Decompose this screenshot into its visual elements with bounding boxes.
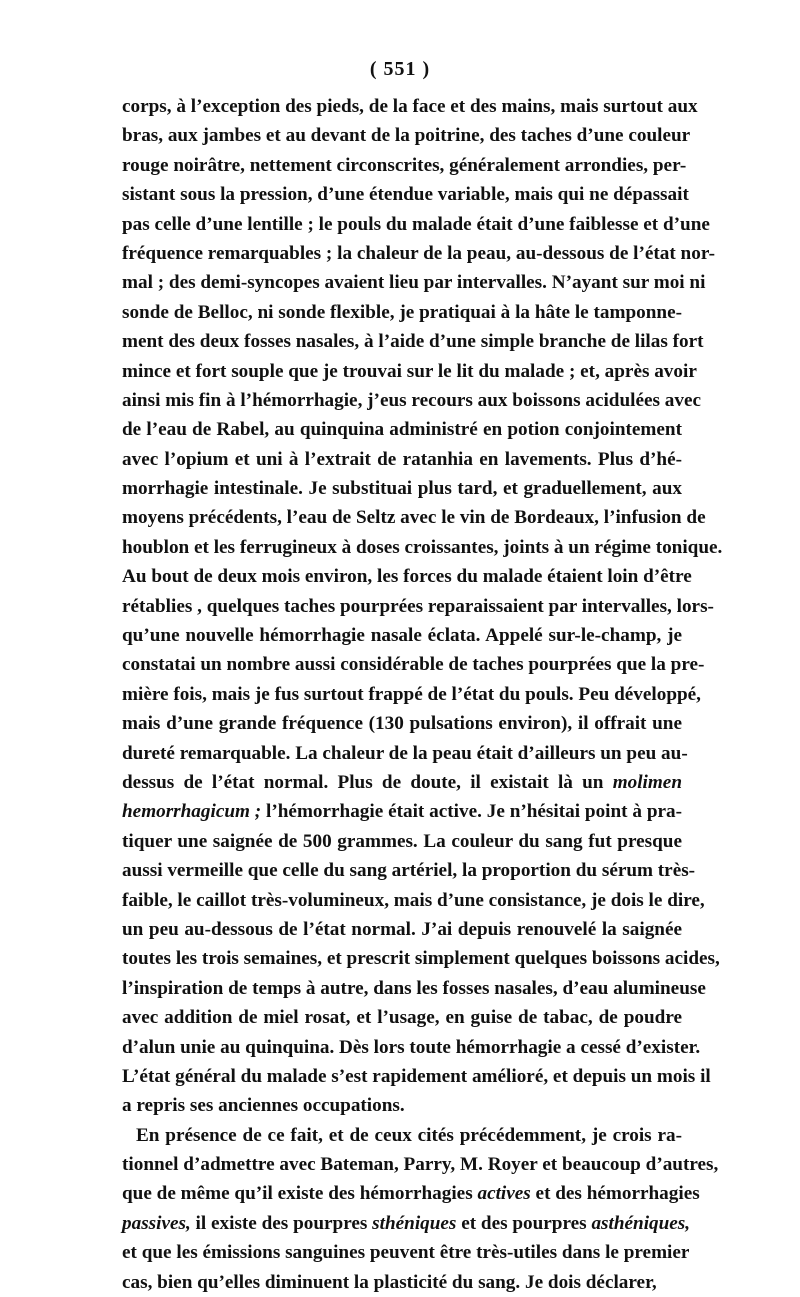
text-segment: En présence de ce fait, et de ceux cités précédemment, je crois ra- [136,1124,682,1146]
text-line [122,327,704,356]
text-segment: qu’une nouvelle hémorrhagie nasale éclata. Appelé sur-le-champ, je [122,625,682,647]
text-segment: pas celle d’une lentille ; le pouls du malade était d’une faiblesse et d’une [122,213,710,235]
text-segment: un peu au-dessous de l’état normal. J’ai depuis renouvelé la saignée [122,918,682,940]
text-segment: l’hémorrhagie était active. Je n’hésitai point à pra- [261,801,682,823]
text-segment: constatai un nombre aussi considérable de taches pourprées que la pre- [122,654,705,676]
page-number: ( 551 ) [369,58,431,80]
text-line [122,1150,719,1179]
text-line [122,1179,700,1208]
text-line [122,915,682,944]
text-line [122,1238,690,1267]
text-line [122,357,697,386]
text-segment: aussi vermeille que celle du sang artériel, la proportion du sérum très- [122,860,696,882]
text-segment: houblon et les ferrugineux à doses croissantes, joints à un régime tonique. [122,536,723,558]
text-segment: sistant sous la pression, d’une étendue variable, mais qui ne dépassait [122,184,689,206]
text-line [122,592,714,621]
text-line [122,1003,682,1032]
text-segment: dureté remarquable. La chaleur de la peau était d’ailleurs un peu au- [122,742,688,764]
body-text [122,92,723,1297]
text-line [122,886,705,915]
italic-text: molimen [612,771,682,793]
text-line [122,151,687,180]
text-segment: rouge noirâtre, nettement circonscrites, généralement arrondies, per- [122,154,687,176]
text-line [122,92,698,121]
text-segment: morrhagie intestinale. Je substituai plus tard, et graduellement, aux [122,478,682,500]
text-segment: faible, le caillot très-volumineux, mais d’une consistance, je dois le dire, [122,889,705,911]
text-line [122,533,723,562]
text-line [122,621,682,650]
text-line [122,709,682,738]
text-segment: et des pourpres [456,1212,592,1234]
text-line [122,298,682,327]
text-segment: a repris ses anciennes occupations. [122,1095,405,1117]
text-line [122,210,710,239]
text-segment: mière fois, mais je fus surtout frappé de l’état du pouls. Peu développé, [122,683,701,705]
text-segment: avec addition de miel rosat, et l’usage, en guise de tabac, de poudre [122,1007,682,1029]
text-line [122,474,682,503]
text-segment: il existe des pourpres [190,1212,373,1234]
text-segment: moyens précédents, l’eau de Seltz avec le vin de Bordeaux, l’infusion de [122,507,706,529]
text-line [122,503,706,532]
text-line [122,1121,682,1150]
text-segment: cas, bien qu’elles diminuent la plasticité du sang. Je dois déclarer, [122,1271,657,1293]
text-segment: bras, aux jambes et au devant de la poitrine, des taches d’une couleur [122,125,691,147]
text-segment: rétablies , quelques taches pourprées reparaissaient par intervalles, lors- [122,595,714,617]
text-line [122,974,706,1003]
text-segment: et que les émissions sanguines peuvent être très-utiles dans le premier [122,1242,690,1264]
text-line [122,680,701,709]
text-segment: sonde de Belloc, ni sonde flexible, je pratiquai à la hâte le tamponne- [122,301,682,323]
text-segment: tionnel d’admettre avec Bateman, Parry, M. Royer et beaucoup d’autres, [122,1154,719,1176]
text-line [122,797,682,826]
text-line [122,239,716,268]
text-segment: mal ; des demi-syncopes avaient lieu par intervalles. N’ayant sur moi ni [122,272,706,294]
text-line [122,944,720,973]
text-segment: d’alun unie au quinquina. Dès lors toute hémorrhagie a cessé d’exister. [122,1036,701,1058]
italic-text: asthéniques, [591,1212,691,1234]
text-line [122,180,689,209]
text-line [122,1091,682,1120]
text-segment: de l’eau de Rabel, au quinquina administré en potion conjointement [122,419,682,441]
text-segment: tiquer une saignée de 500 grammes. La couleur du sang fut presque [122,830,682,852]
text-line [122,1268,682,1297]
text-segment: mais d’une grande fréquence (130 pulsations environ), il offrait une [122,713,682,735]
italic-text: sthéniques [372,1212,457,1234]
text-segment: ment des deux fosses nasales, à l’aide d’une simple branche de lilas fort [122,331,704,353]
text-line [122,415,682,444]
text-line [122,445,682,474]
text-segment: que de même qu’il existe des hémorrhagies [122,1183,478,1205]
text-segment: ainsi mis fin à l’hémorrhagie, j’eus recours aux boissons acidulées avec [122,389,701,411]
text-line [122,768,682,797]
text-segment: toutes les trois semaines, et prescrit simplement quelques boissons acides, [122,948,720,970]
text-segment: corps, à l’exception des pieds, de la face et des mains, mais surtout aux [122,96,698,117]
text-segment: dessus de l’état normal. Plus de doute, il existait là un [122,771,613,793]
text-segment: et des hémorrhagies [530,1183,700,1205]
text-segment: Au bout de deux mois environ, les forces du malade étaient loin d’être [122,566,692,588]
italic-text: hemorrhagicum ; [122,801,262,823]
text-line [122,386,701,415]
text-line [122,650,705,679]
text-line [122,1209,691,1238]
text-line [122,856,696,885]
text-line [122,268,706,297]
text-segment: mince et fort souple que je trouvai sur le lit du malade ; et, après avoir [122,360,697,382]
text-line [122,739,688,768]
text-line [122,1062,711,1091]
italic-text: passives, [122,1212,191,1234]
text-line [122,562,692,591]
text-line [122,1033,701,1062]
text-segment: avec l’opium et uni à l’extrait de ratanhia en lavements. Plus d’hé- [122,448,682,470]
text-line [122,827,682,856]
italic-text: actives [477,1183,531,1205]
text-line [122,121,691,150]
text-segment: L’état général du malade s’est rapidement amélioré, et depuis un mois il [122,1065,711,1087]
text-segment: fréquence remarquables ; la chaleur de la peau, au-dessous de l’état nor- [122,242,716,264]
text-segment: l’inspiration de temps à autre, dans les fosses nasales, d’eau alumineuse [122,977,706,999]
